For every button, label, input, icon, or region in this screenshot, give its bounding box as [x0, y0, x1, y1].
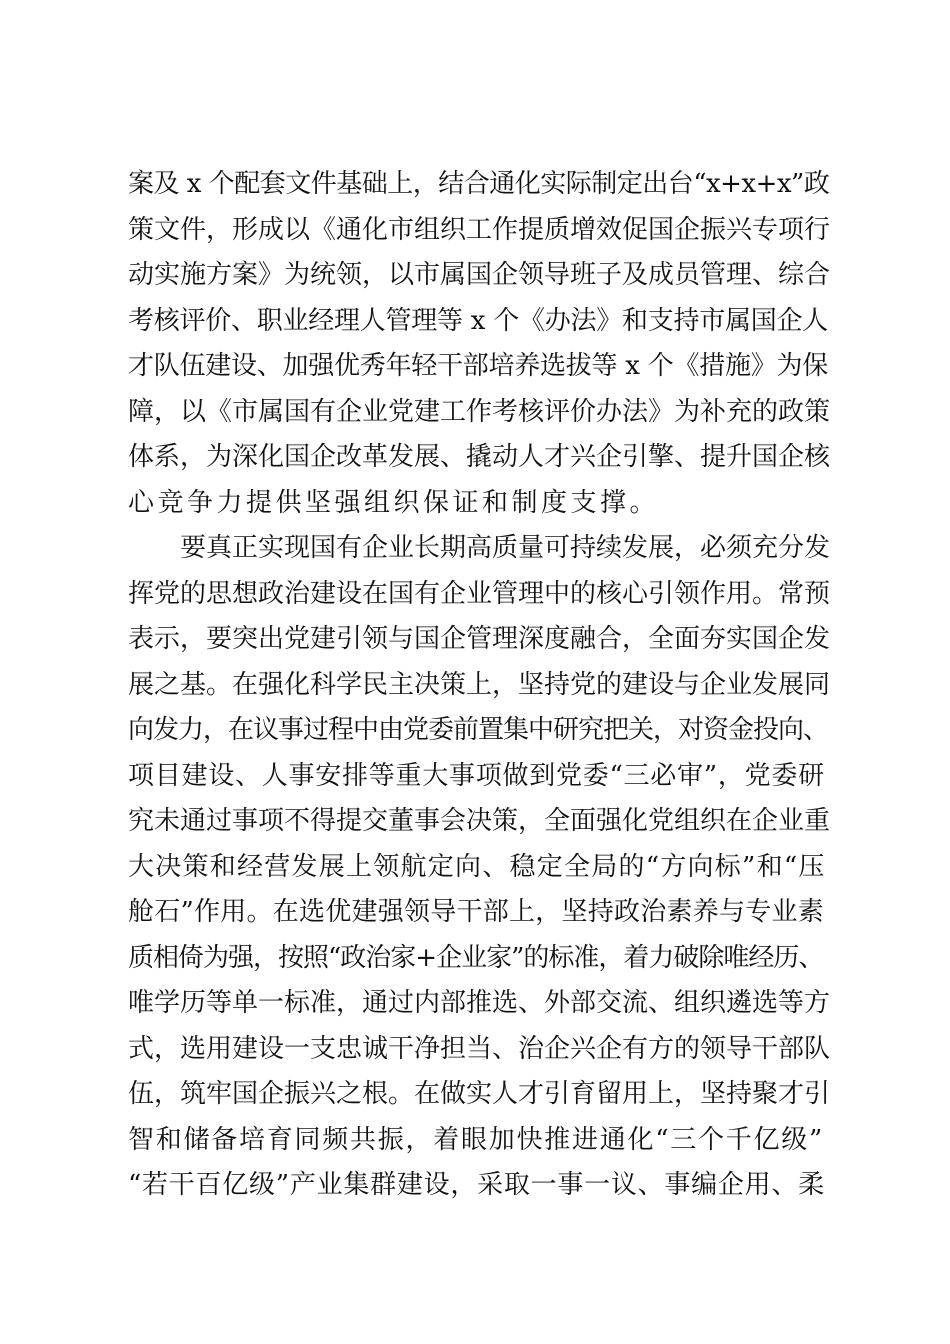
text-line: 究未通过事项不得提交董事会决策，全面强化党组织在企业重 [128, 806, 831, 836]
text-line: 要真正实现国有企业长期高质量可持续发展，必须充分发 [128, 533, 831, 563]
text-line: “若干百亿级”产业集群建设，采取一事一议、事编企用、柔 [128, 1170, 825, 1200]
text-line: 障，以《市属国有企业党建工作考核评价办法》为补充的政策 [128, 397, 831, 427]
text-line: 策文件，形成以《通化市组织工作提质增效促国企振兴专项行 [128, 215, 831, 245]
text-line: 质相倚为强，按照“政治家+企业家”的标准，着力破除唯经历、 [128, 943, 824, 973]
text-line: 考核评价、职业经理人管理等 x 个《办法》和支持市属国企人 [128, 306, 828, 336]
text-line: 体系，为深化国企改革发展、撬动人才兴企引擎、提升国企核 [128, 442, 831, 472]
text-line: 向发力，在议事过程中由党委前置集中研究把关，对资金投向、 [128, 715, 829, 745]
text-line: 案及 x 个配套文件基础上，结合通化实际制定出台“x+x+x”政 [128, 169, 830, 199]
text-line: 动实施方案》为统领，以市属国企领导班子及成员管理、综合 [128, 260, 831, 290]
text-line: 挥党的思想政治建设在国有企业管理中的核心引领作用。常预 [128, 579, 831, 609]
text-line: 展之基。在强化科学民主决策上，坚持党的建设与企业发展同 [128, 670, 831, 700]
text-line: 才队伍建设、加强优秀年轻干部培养选拔等 x 个《措施》为保 [128, 351, 828, 381]
text-line: 智和储备培育同频共振，着眼加快推进通化“三个千亿级” [128, 1125, 825, 1155]
text-line: 项目建设、人事安排等重大事项做到党委“三必审”，党委研 [128, 761, 825, 791]
text-line: 舱石”作用。在选优建强领导干部上，坚持政治素养与专业素 [128, 897, 825, 927]
text-line: 表示，要突出党建引领与国企管理深度融合，全面夯实国企发 [128, 624, 831, 654]
text-line: 伍，筑牢国企振兴之根。在做实人才引育留用上，坚持聚才引 [128, 1079, 831, 1109]
text-line: 大决策和经营发展上领航定向、稳定全局的“方向标”和“压 [128, 852, 826, 882]
text-line: 心竞争力提供坚强组织保证和制度支撑。 [128, 488, 660, 518]
text-line: 唯学历等单一标准，通过内部推选、外部交流、组织遴选等方 [128, 988, 831, 1018]
text-line: 式，选用建设一支忠诚干净担当、治企兴企有方的领导干部队 [128, 1034, 831, 1064]
